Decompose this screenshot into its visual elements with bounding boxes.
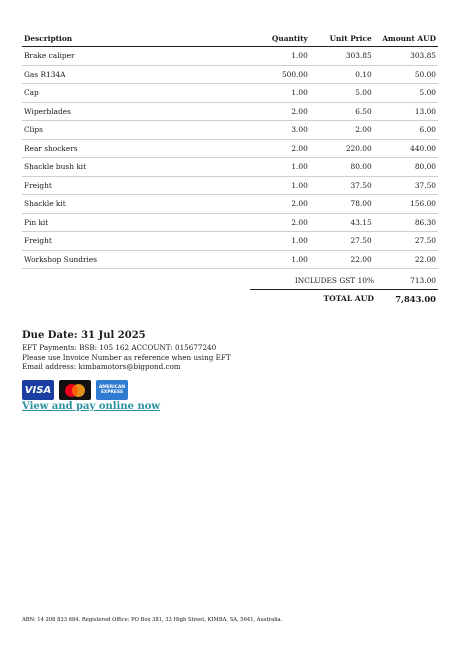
due-date: Due Date: 31 Jul 2025 [22,330,146,341]
cell-unit-price: 80.00 [310,158,374,177]
visa-label: VISA [24,384,52,396]
table-row [22,102,438,121]
cell-quantity: 2.00 [217,195,310,214]
visa-logo-icon [22,380,54,400]
table-body [22,47,438,269]
cell-unit-price: 43.15 [310,213,374,232]
cell-quantity: 1.00 [217,232,310,251]
cell-quantity: 1.00 [217,84,310,103]
email-address: Email address: kimbamotors@bigpond.com [22,362,181,372]
cell-description: Rear shockers [22,139,217,158]
mastercard-logo-icon [59,380,91,400]
amex-label-top: AMERICAN [98,385,126,390]
cell-amount: 156.00 [374,195,438,214]
cell-description: Wiperblades [22,102,217,121]
cell-amount: 80.00 [374,158,438,177]
table-row [22,84,438,103]
cell-amount: 37.50 [374,176,438,195]
cell-amount: 6.00 [374,121,438,140]
amex-logo-icon [96,380,128,400]
mastercard-circles-icon [63,383,87,398]
cell-amount: 440.00 [374,139,438,158]
cell-description: Freight [22,176,217,195]
cell-quantity: 2.00 [217,102,310,121]
cell-unit-price: 5.00 [310,84,374,103]
cell-amount: 303.85 [374,47,438,66]
table-row [22,195,438,214]
cell-amount: 27.50 [374,232,438,251]
gst-row [250,272,438,290]
cell-amount: 13.00 [374,102,438,121]
table-row [22,139,438,158]
cell-quantity: 500.00 [217,65,310,84]
amex-label-bottom: EXPRESS [100,390,124,395]
table-row [22,47,438,66]
cell-quantity: 1.00 [217,176,310,195]
header-unit-price: Unit Price [310,30,374,47]
cell-description: Workshop Sundries [22,250,217,269]
cell-unit-price: 78.00 [310,195,374,214]
cell-description: Brake caliper [22,47,217,66]
cell-description: Shackle bush kit [22,158,217,177]
eft-details: EFT Payments: BSB: 105 162 ACCOUNT: 015677240 [22,343,217,352]
table-row [22,213,438,232]
gst-value: 713.00 [410,276,436,285]
cell-quantity: 2.00 [217,213,310,232]
table-row [22,65,438,84]
cell-unit-price: 37.50 [310,176,374,195]
table-header-row [22,30,438,47]
total-value: 7,843.00 [395,294,436,304]
cell-quantity: 1.00 [217,47,310,66]
payment-details [22,330,231,372]
cell-unit-price: 2.00 [310,121,374,140]
cell-amount: 50.00 [374,65,438,84]
cell-unit-price: 6.50 [310,102,374,121]
cell-description: Clips [22,121,217,140]
cell-quantity: 3.00 [217,121,310,140]
cell-description: Cap [22,84,217,103]
invoice-line-items-table [22,30,438,269]
header-amount: Amount AUD [374,30,438,47]
cell-description: Shackle kit [22,195,217,214]
table-row [22,121,438,140]
footer-abn: ABN: 14 208 833 684. Registered Office: PO Box 381, 33 High Street, KIMBA, SA, 5641, Australia. [22,617,283,623]
header-quantity: Quantity [217,30,310,47]
table-row [22,176,438,195]
payment-cards [22,380,128,400]
cell-unit-price: 27.50 [310,232,374,251]
cell-amount: 86.30 [374,213,438,232]
header-description: Description [22,30,217,47]
cell-amount: 5.00 [374,84,438,103]
total-row [250,291,438,307]
cell-description: Pin kit [22,213,217,232]
cell-unit-price: 22.00 [310,250,374,269]
cell-unit-price: 0.10 [310,65,374,84]
total-label: TOTAL AUD [323,294,374,303]
cell-description: Gas R134A [22,65,217,84]
reference-note: Please use Invoice Number as reference when using EFT [22,352,231,362]
table-row [22,250,438,269]
cell-description: Freight [22,232,217,251]
table-row [22,232,438,251]
cell-unit-price: 303.85 [310,47,374,66]
cell-quantity: 2.00 [217,139,310,158]
cell-unit-price: 220.00 [310,139,374,158]
cell-quantity: 1.00 [217,158,310,177]
cell-quantity: 1.00 [217,250,310,269]
gst-label: INCLUDES GST 10% [294,276,374,285]
pay-online-link[interactable]: View and pay online now [22,401,161,412]
cell-amount: 22.00 [374,250,438,269]
table-row [22,158,438,177]
